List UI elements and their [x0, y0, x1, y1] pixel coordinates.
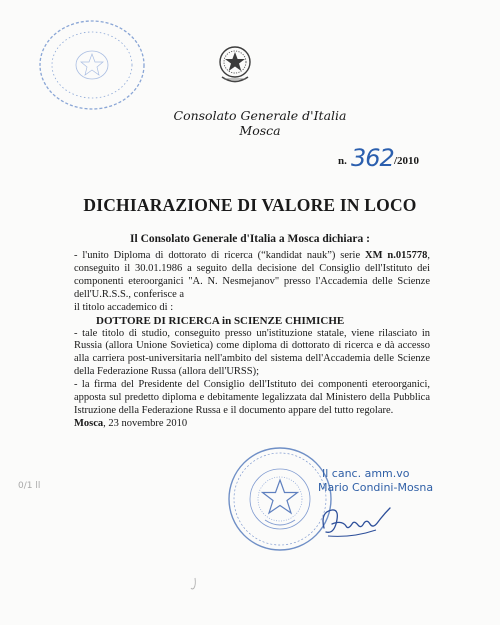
date: , 23 novembre 2010	[103, 417, 188, 429]
issuer-name: Consolato Generale d'Italia	[173, 108, 347, 123]
declaration-heading: Il Consolato Generale d'Italia a Mosca dichiara :	[130, 233, 370, 245]
paragraph-title-intro: il titolo accademico di :	[74, 301, 174, 313]
handwritten-signature-icon	[318, 494, 398, 546]
declaration-body	[74, 250, 430, 431]
paragraph-diploma	[74, 250, 430, 302]
republic-emblem-icon	[216, 44, 254, 84]
pencil-mark-icon	[190, 577, 198, 591]
paragraph-signature-validity: - la firma del Presidente del Consiglio dell'Istituto dei componenti eteroorganici, apposta sul predetto diploma e debitamente legalizzata dal Ministero della Pubblica Istruzione della Federazione Russa e il documento appare del tutto regolare.	[74, 379, 430, 416]
diploma-series: XM n.015778	[365, 250, 428, 261]
protocol-year: /2010	[394, 155, 420, 167]
signatory-name: Mario Condini-Mosna	[318, 481, 434, 494]
place-date	[74, 418, 430, 431]
protocol-prefix: n.	[338, 155, 347, 167]
degree-title: DOTTORE DI RICERCA in SCIENZE CHIMICHE	[96, 314, 345, 327]
protocol-handwritten-number: 362	[351, 144, 394, 172]
signatory-title: Il canc. amm.vo	[322, 467, 410, 480]
seal-stamp-icon	[36, 16, 148, 114]
issuer-city: Mosca	[239, 123, 281, 138]
document-title: DICHIARAZIONE DI VALORE IN LOCO	[83, 195, 417, 215]
paragraph-diploma-text: - l'unito Diploma di dottorato di ricerca (“kandidat nauk”) serie	[74, 250, 366, 261]
paragraph-diploma-rest: , conseguito il 30.01.1986 a seguito della decisione del Consiglio dell'Istituto dei componenti eteroorganici "A. N. Nesmejanov" presso l'Accademia delle Scienze dell'U.R.S.S., conferisce a	[74, 250, 430, 300]
pencil-annotation: 0/1 ll	[18, 481, 41, 491]
paragraph-recognition: - tale titolo di studio, conseguito presso un'istituzione statale, viene rilasciato in Russia (allora Unione Sovietica) come diploma di dottorato di ricerca e dà accesso alla carriera post-universitaria nell'ambito del sistema dell'Accademia delle Scienze della Federazione Russa (allora dell'URSS);	[74, 327, 430, 378]
place: Mosca	[74, 417, 104, 429]
